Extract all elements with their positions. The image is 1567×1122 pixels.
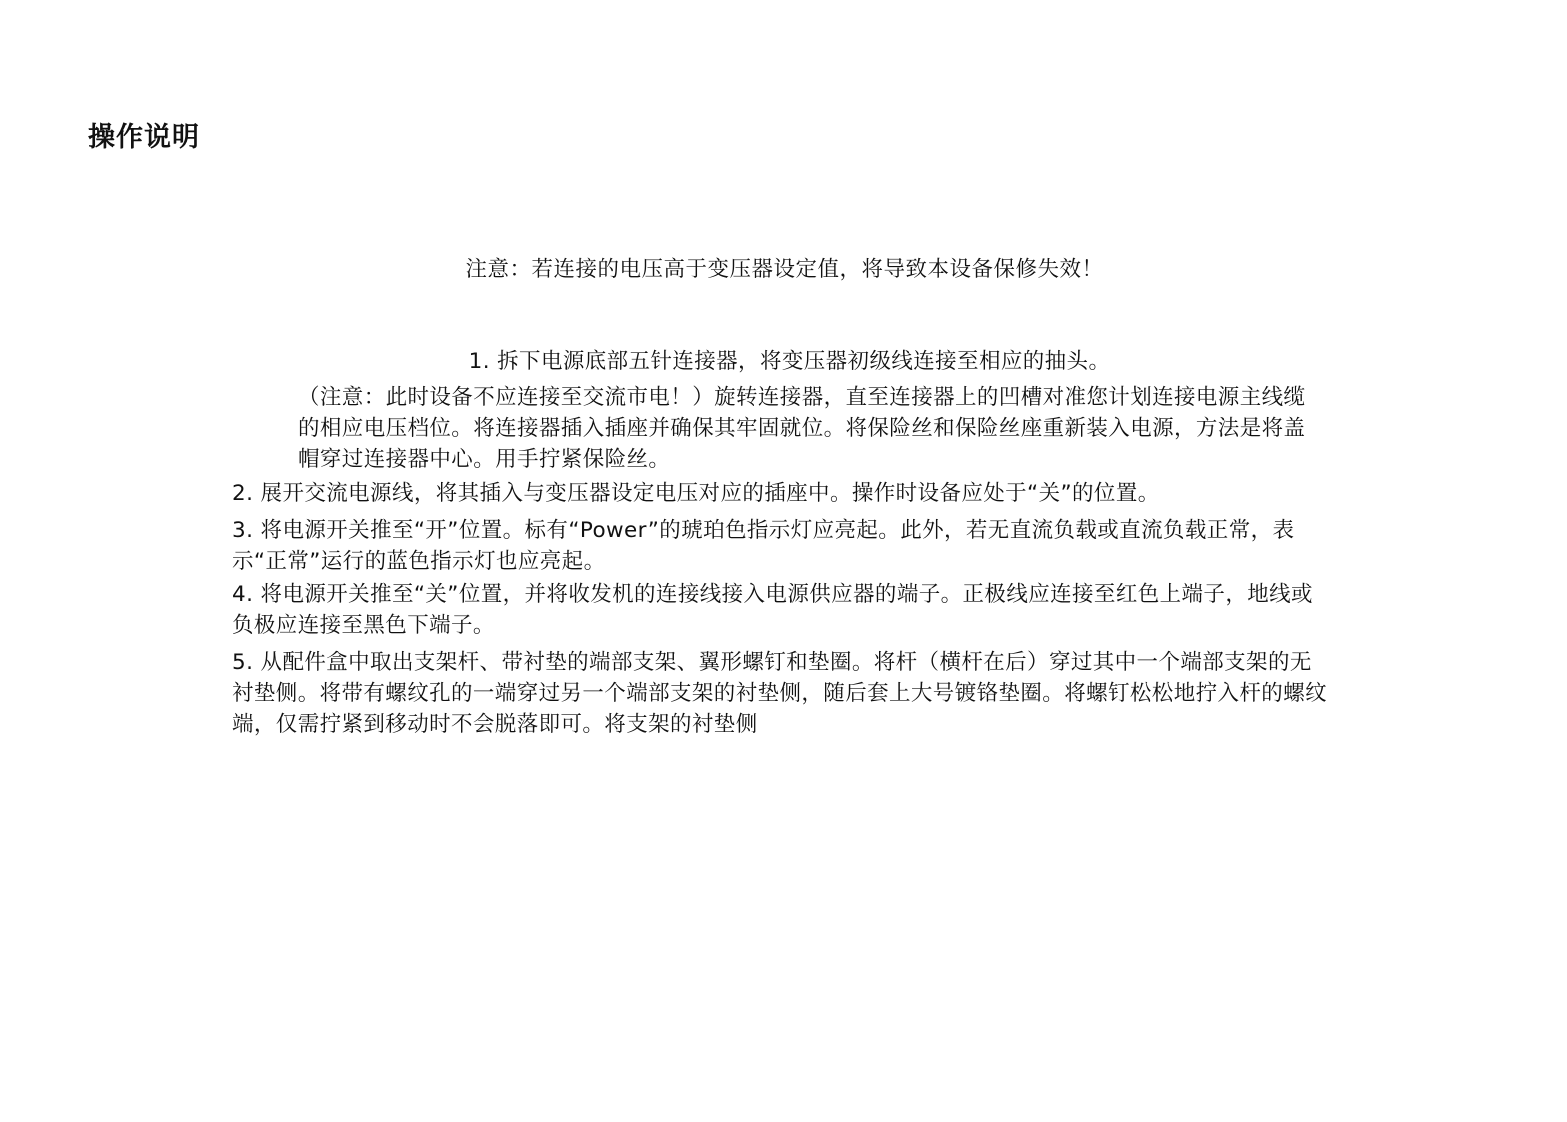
page-heading: 操作说明: [88, 122, 200, 153]
step-1-lead: 1. 拆下电源底部五针连接器，将变压器初级线连接至相应的抽头。: [468, 349, 1111, 374]
step-4: 4. 将电源开关推至“关”位置，并将收发机的连接线接入电源供应器的端子。正极线应连接至红色上端子，地线或负极应连接至黑色下端子。: [232, 582, 1313, 638]
warning-notice: 注意：若连接的电压高于变压器设定值，将导致本设备保修失效！: [465, 257, 1104, 282]
step-3: 3. 将电源开关推至“开”位置。标有“Power”的琥珀色指示灯应亮起。此外，若无直流负载或直流负载正常，表示“正常”运行的蓝色指示灯也应亮起。: [232, 518, 1295, 574]
step-2: 2. 展开交流电源线，将其插入与变压器设定电压对应的插座中。操作时设备应处于“关”的位置。: [232, 481, 1160, 506]
instructions-body: [232, 252, 1327, 740]
step-5: 5. 从配件盒中取出支架杆、带衬垫的端部支架、翼形螺钉和垫圈。将杆（横杆在后）穿过其中一个端部支架的无衬垫侧。将带有螺纹孔的一端穿过另一个端部支架的衬垫侧，随后套上大号镀铬垫圈。将螺钉松松地拧入杆的螺纹端，仅需拧紧到移动时不会脱落即可。将支架的衬垫侧: [232, 650, 1328, 737]
step-1-note: （注意：此时设备不应连接至交流市电！）旋转连接器，直至连接器上的凹槽对准您计划连接电源主线缆的相应电压档位。将连接器插入插座并确保其牢固就位。将保险丝和保险丝座重新装入电源，方法是将盖帽穿过连接器中心。用手拧紧保险丝。: [298, 385, 1306, 472]
